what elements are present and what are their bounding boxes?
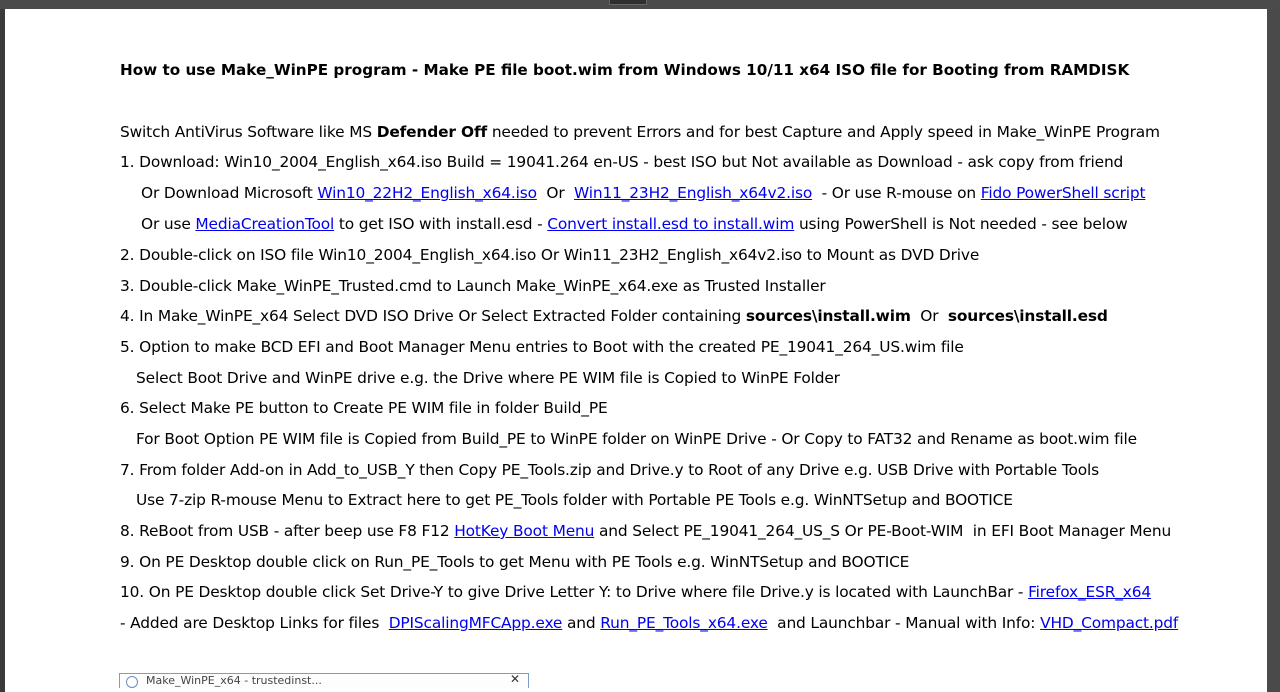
step-11-text: - Added are Desktop Links for files <box>120 614 389 632</box>
scrollbar-gutter[interactable] <box>1267 9 1280 692</box>
step-10 <box>120 582 1151 602</box>
step-9: 9. On PE Desktop double click on Run_PE_Tools to get Menu with PE Tools e.g. WinNTSetup and BOOTICE <box>120 553 910 571</box>
step-1b-text-2: - Or use R-mouse on <box>812 184 981 202</box>
step-1c <box>141 214 1128 234</box>
close-icon: ✕ <box>509 672 520 686</box>
firefox-esr-link[interactable]: Firefox_ESR_x64 <box>1028 583 1152 601</box>
app-icon <box>126 676 138 688</box>
step-1c-text-2: to get ISO with install.esd - <box>334 215 548 233</box>
embedded-window-screenshot <box>119 673 529 688</box>
step-5b: Select Boot Drive and WinPE drive e.g. the Drive where PE WIM file is Copied to WinPE Folder <box>136 369 840 387</box>
step-4 <box>120 306 1108 326</box>
step-8-text: 8. ReBoot from USB - after beep use F8 F12 <box>120 522 455 540</box>
win10-iso-link[interactable]: Win10_22H2_English_x64.iso <box>317 184 537 202</box>
intro-line <box>120 122 1160 142</box>
step-11 <box>120 613 1178 633</box>
step-1b-text: Or Download Microsoft <box>141 184 318 202</box>
step-8-text-2: and Select PE_19041_264_US_S Or PE-Boot-WIM in EFI Boot Manager Menu <box>594 522 1172 540</box>
install-esd-path: sources\install.esd <box>947 307 1108 325</box>
window-title: Make_WinPE_x64 - trustedinst... <box>146 674 322 687</box>
step-1: 1. Download: Win10_2004_English_x64.iso Build = 19041.264 en-US - best ISO but Not available as Download - ask copy from friend <box>120 153 1124 171</box>
step-5: 5. Option to make BCD EFI and Boot Manager Menu entries to Boot with the created PE_19041_264_US.wim file <box>120 338 964 356</box>
step-8 <box>120 521 1171 541</box>
hotkey-boot-menu-link[interactable]: HotKey Boot Menu <box>454 522 595 540</box>
win11-iso-link[interactable]: Win11_23H2_English_x64v2.iso <box>574 184 813 202</box>
step-2: 2. Double-click on ISO file Win10_2004_English_x64.iso Or Win11_23H2_English_x64v2.iso to Mount as DVD Drive <box>120 246 980 264</box>
intro-text: Switch AntiVirus Software like MS <box>120 123 377 141</box>
step-1b-or: Or <box>536 184 574 202</box>
step-1b <box>141 183 1145 203</box>
convert-esd-link[interactable]: Convert install.esd to install.wim <box>547 215 795 233</box>
intro-text-end: needed to prevent Errors and for best Capture and Apply speed in Make_WinPE Program <box>487 123 1160 141</box>
media-creation-tool-link[interactable]: MediaCreationTool <box>195 215 335 233</box>
step-6b: For Boot Option PE WIM file is Copied from Build_PE to WinPE folder on WinPE Drive - Or Copy to FAT32 and Rename as boot.wim file <box>136 430 1137 448</box>
intro-bold: Defender Off <box>376 123 488 141</box>
vhd-compact-link[interactable]: VHD_Compact.pdf <box>1040 614 1179 632</box>
run-pe-tools-link[interactable]: Run_PE_Tools_x64.exe <box>600 614 768 632</box>
step-7: 7. From folder Add-on in Add_to_USB_Y then Copy PE_Tools.zip and Drive.y to Root of any Drive e.g. USB Drive with Portable Tools <box>120 461 1100 479</box>
dpi-scaling-link[interactable]: DPIScalingMFCApp.exe <box>388 614 563 632</box>
step-11-text-2: and Launchbar - Manual with Info: <box>767 614 1041 632</box>
step-7b: Use 7-zip R-mouse Menu to Extract here to get PE_Tools folder with Portable PE Tools e.g. WinNTSetup and BOOTICE <box>136 491 1013 509</box>
step-10-text: 10. On PE Desktop double click Set Drive-Y to give Drive Letter Y: to Drive where file Drive.y is located with LaunchBar - <box>120 583 1029 601</box>
page-title: How to use Make_WinPE program - Make PE file boot.wim from Windows 10/11 x64 ISO file for Booting from RAMDISK <box>120 61 1130 79</box>
install-wim-path: sources\install.wim <box>745 307 911 325</box>
step-4-or: Or <box>910 307 948 325</box>
fido-script-link[interactable]: Fido PowerShell script <box>980 184 1146 202</box>
step-3: 3. Double-click Make_WinPE_Trusted.cmd to Launch Make_WinPE_x64.exe as Trusted Installer <box>120 277 826 295</box>
step-11-and: and <box>562 614 601 632</box>
step-1c-text-3: using PowerShell is Not needed - see below <box>794 215 1128 233</box>
toolbar-handle[interactable] <box>609 0 647 5</box>
step-6: 6. Select Make PE button to Create PE WIM file in folder Build_PE <box>120 399 608 417</box>
step-1c-text: Or use <box>141 215 196 233</box>
step-4-text: 4. In Make_WinPE_x64 Select DVD ISO Drive Or Select Extracted Folder containing <box>120 307 746 325</box>
